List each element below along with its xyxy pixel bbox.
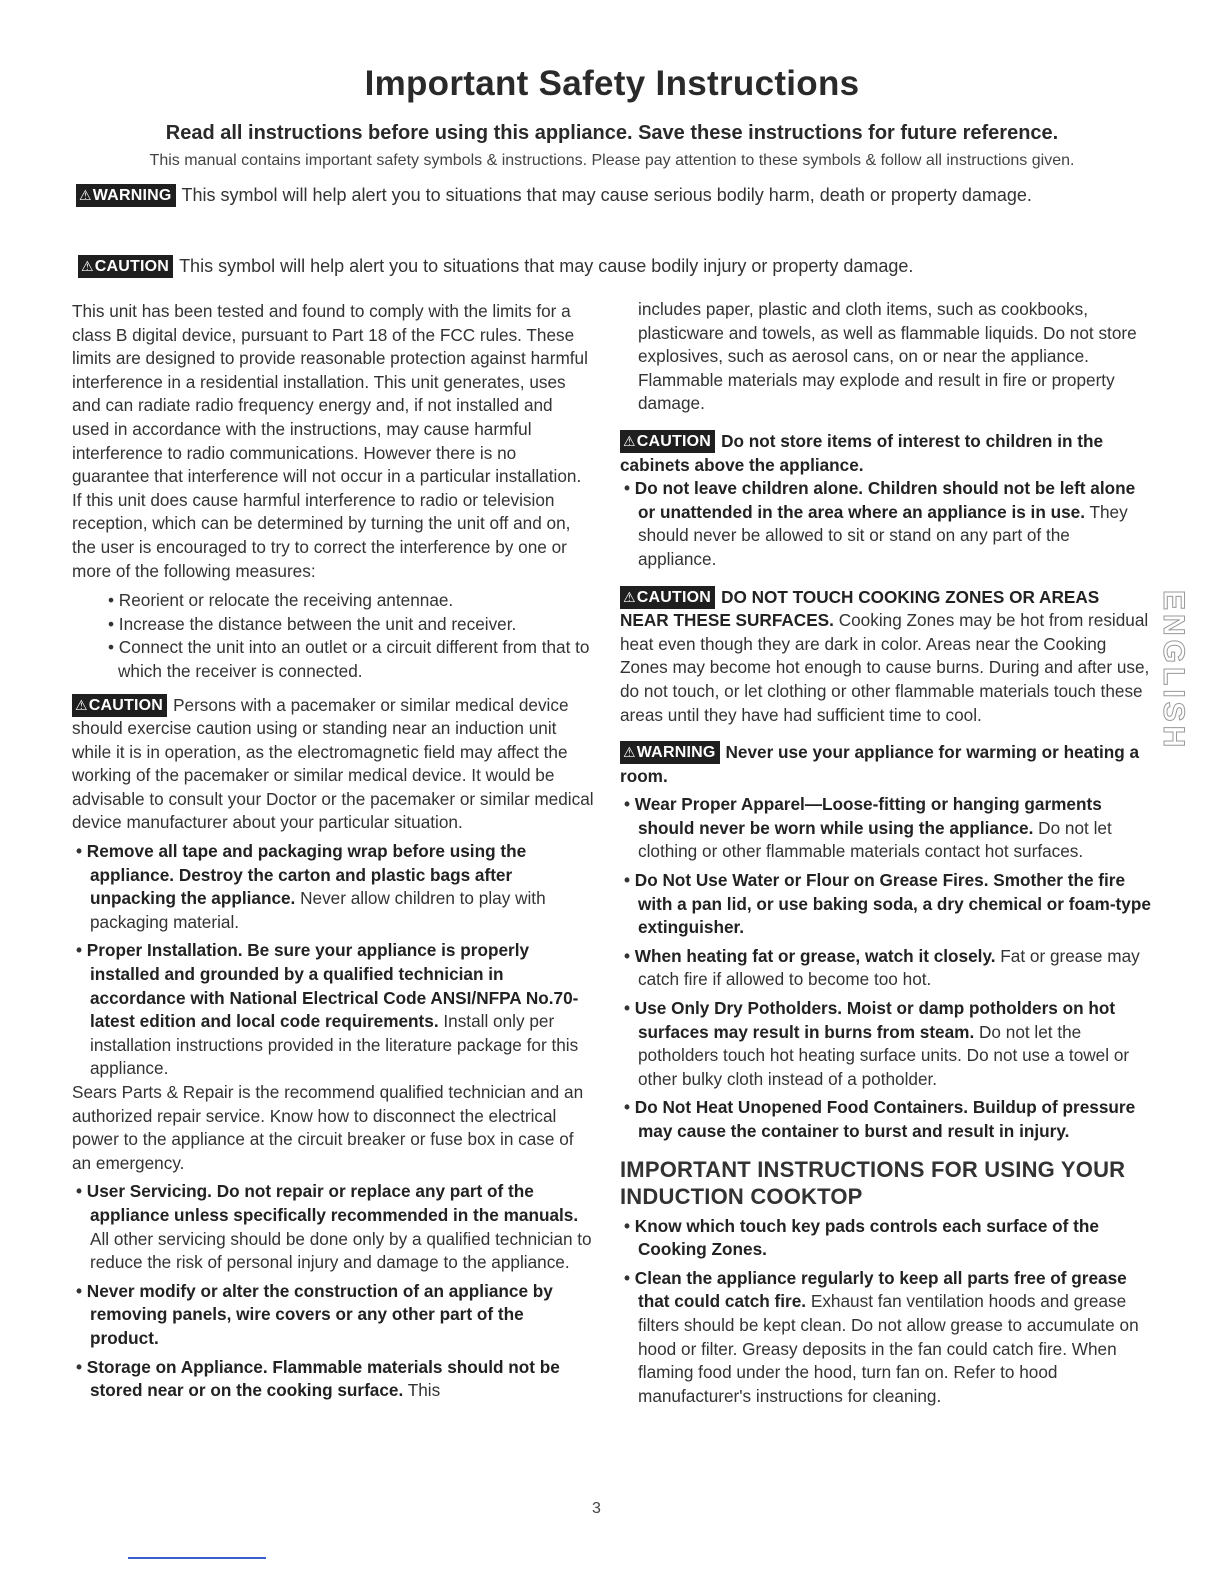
interference-measures-list bbox=[106, 589, 594, 683]
list-item bbox=[72, 939, 594, 1081]
list-item bbox=[620, 997, 1152, 1091]
bullet-heading: Storage on Appliance. Flammable materials should not be stored near or on the cooking surface. bbox=[86, 1356, 560, 1401]
warning-badge-label: WARNING bbox=[92, 187, 172, 204]
caution-heading: DO NOT TOUCH COOKING ZONES OR AREAS NEAR THESE SURFACES. bbox=[620, 586, 1100, 631]
warning-triangle-icon: ⚠ bbox=[623, 744, 636, 761]
caution-badge-label: CAUTION bbox=[636, 432, 712, 450]
list-item: • Increase the distance between the unit and receiver. bbox=[106, 613, 594, 637]
list-item: • Reorient or relocate the receiving antennae. bbox=[106, 589, 594, 613]
bullet-text: This bbox=[403, 1380, 441, 1401]
induction-list bbox=[620, 1215, 1152, 1409]
page-title: Important Safety Instructions bbox=[364, 64, 860, 103]
footer-rule bbox=[128, 1557, 266, 1559]
bullet-heading: When heating fat or grease, watch it closely. bbox=[634, 945, 996, 966]
page-number: 3 bbox=[592, 1500, 601, 1517]
pacemaker-text: Persons with a pacemaker or similar medical device should exercise caution using or standing near an induction unit while it is in operation, as the electromagnetic field may affect the working of the pacemaker or similar medical device. It would be advisable to consult your Doctor or the pacemaker or similar medical device manufacturer about your particular situation. bbox=[72, 694, 594, 833]
caution-badge bbox=[620, 430, 715, 453]
list-item bbox=[620, 1267, 1152, 1409]
warning-symbol-text: This symbol will help alert you to situations that may cause serious bodily harm, death or property damage. bbox=[181, 185, 1032, 205]
bullet-text: Never allow children to play with packaging material. bbox=[90, 888, 546, 932]
warning-heading: Never use your appliance for warming or heating a room. bbox=[620, 742, 1140, 786]
warning-symbol-line bbox=[76, 184, 1032, 207]
list-item bbox=[620, 1215, 1152, 1262]
right-safety-list bbox=[620, 793, 1152, 1143]
caution-heading: Do not store items of interest to children in the cabinets above the appliance. bbox=[620, 430, 1104, 475]
bullet-heading: Do Not Use Water or Flour on Grease Fires. Smother the fire with a pan lid, or use baking soda, a dry chemical or foam-type extinguisher. bbox=[634, 870, 1151, 938]
bullet-text: Do not let the potholders touch hot heating surface units. Do not use a towel or other bulky cloth instead of a potholder. bbox=[638, 1021, 1130, 1089]
caution-symbol-line bbox=[78, 255, 913, 278]
intro-note: This manual contains important safety symbols & instructions. Please pay attention to these symbols & follow all instructions given. bbox=[149, 152, 1075, 169]
page-subtitle: Read all instructions before using this appliance. Save these instructions for future reference. bbox=[165, 122, 1059, 144]
caution-triangle-icon: ⚠ bbox=[623, 588, 636, 605]
fcc-paragraph: This unit has been tested and found to comply with the limits for a class B digital device, pursuant to Part 18 of the FCC rules. These limits are designed to provide reasonable protection against harmful interference in a residential installation. This unit generates, uses and can radiate radio frequency energy and, if not installed and used in accordance with the instructions, may cause harmful interference to radio communications. However there is no guarantee that interference will not occur in a particular installation. If this unit does cause harmful interference to radio or television reception, which can be determined by turning the unit off and on, the user is encouraged to try to correct the interference by one or more of the following measures: bbox=[72, 301, 588, 581]
list-item bbox=[620, 945, 1152, 992]
list-item bbox=[620, 793, 1152, 864]
bullet-heading: User Servicing. Do not repair or replace any part of the appliance unless specifically recommended in the manuals. bbox=[86, 1181, 579, 1225]
warning-badge bbox=[76, 184, 176, 207]
bullet-text: Exhaust fan ventilation hoods and grease filters should be kept clean. Do not allow grease to accumulate on hood or filter. Greasy deposits in the fan could catch fire. When flaming food under the hood, turn fan on. Refer to hood manufacturer's instructions for cleaning. bbox=[638, 1291, 1139, 1406]
children-list bbox=[620, 477, 1152, 571]
list-item bbox=[620, 477, 1152, 571]
list-item bbox=[620, 1096, 1152, 1143]
bullet-text: Fat or grease may catch fire if allowed to become too hot. bbox=[638, 945, 1140, 990]
caution-triangle-icon: ⚠ bbox=[81, 258, 94, 274]
bullet-heading: Remove all tape and packaging wrap before using the appliance. Destroy the carton and plastic bags after unpacking the appliance. bbox=[86, 841, 527, 909]
left-column bbox=[72, 300, 594, 1403]
bullet-heading: Wear Proper Apparel—Loose-fitting or hanging garments should never be worn while using the appliance. bbox=[634, 794, 1102, 838]
bullet-text: Install only per installation instructions provided in the literature package for this appliance. bbox=[90, 1011, 579, 1079]
bullet-text: Do not let clothing or other flammable materials contact hot surfaces. bbox=[638, 817, 1112, 862]
right-column bbox=[620, 298, 1152, 1408]
left-safety-list bbox=[72, 840, 594, 1081]
warming-warning bbox=[620, 741, 1152, 788]
list-item bbox=[620, 869, 1152, 940]
warning-triangle-icon: ⚠ bbox=[79, 187, 92, 203]
list-item bbox=[72, 1180, 594, 1274]
caution-badge bbox=[78, 255, 173, 278]
sears-paragraph: Sears Parts & Repair is the recommend qualified technician and an authorized repair service. Know how to disconnect the electrical power to the appliance at the circuit breaker or fuse box in case of an emergency. bbox=[72, 1082, 584, 1173]
children-caution bbox=[620, 430, 1152, 477]
warning-badge bbox=[620, 741, 720, 764]
caution-symbol-text: This symbol will help alert you to situations that may cause bodily injury or property damage. bbox=[179, 256, 914, 276]
list-item bbox=[72, 840, 594, 934]
caution-badge bbox=[72, 694, 167, 717]
bullet-heading: Clean the appliance regularly to keep all parts free of grease that could catch fire. bbox=[634, 1267, 1127, 1312]
side-tab-label: ENGLISH bbox=[1157, 590, 1190, 752]
list-item bbox=[72, 1356, 594, 1403]
caution-triangle-icon: ⚠ bbox=[623, 432, 636, 449]
bullet-heading: Never modify or alter the construction of an appliance by removing panels, wire covers or any other part of the product. bbox=[86, 1280, 553, 1348]
cooking-zones-caution bbox=[620, 586, 1152, 728]
warning-badge-label: WARNING bbox=[636, 744, 716, 762]
language-side-tab bbox=[1150, 590, 1200, 752]
bullet-text: They should never be allowed to sit or stand on any part of the appliance. bbox=[638, 501, 1128, 569]
bullet-heading: Do not leave children alone. Children should not be left alone or unattended in the area where an appliance is in use. bbox=[634, 478, 1136, 522]
bullet-heading: Know which touch key pads controls each surface of the Cooking Zones. bbox=[634, 1215, 1099, 1260]
bullet-heading: Do Not Heat Unopened Food Containers. Buildup of pressure may cause the container to burst and result in injury. bbox=[634, 1097, 1136, 1141]
list-item bbox=[72, 1280, 594, 1351]
induction-heading: IMPORTANT INSTRUCTIONS FOR USING YOUR INDUCTION COOKTOP bbox=[620, 1156, 1126, 1209]
caution-triangle-icon: ⚠ bbox=[75, 696, 88, 713]
caution-badge bbox=[620, 586, 715, 609]
list-item: • Connect the unit into an outlet or a circuit different from that to which the receiver is connected. bbox=[106, 636, 594, 683]
bullet-heading: Use Only Dry Potholders. Moist or damp potholders on hot surfaces may result in burns from steam. bbox=[634, 998, 1116, 1042]
storage-continued: includes paper, plastic and cloth items, such as cookbooks, plasticware and towels, as well as flammable liquids. Do not store explosives, such as aerosol cans, on or near the appliance. Flammable materials may explode and result in fire or property damage. bbox=[638, 299, 1137, 414]
pacemaker-paragraph bbox=[72, 694, 594, 836]
bullet-heading: Proper Installation. Be sure your appliance is properly installed and grounded by a qualified technician in accordance with National Electrical Code ANSI/NFPA No.70-latest edition and local code requirements. bbox=[86, 940, 579, 1032]
left-safety-list-2 bbox=[72, 1180, 594, 1402]
caution-badge-label: CAUTION bbox=[636, 588, 712, 606]
caution-badge-label: CAUTION bbox=[94, 258, 170, 275]
bullet-text: All other servicing should be done only by a qualified technician to reduce the risk of personal injury and damage to the appliance. bbox=[90, 1228, 592, 1273]
caution-text: Cooking Zones may be hot from residual heat even though they are dark in color. Areas near the Cooking Zones may become hot enough to cause burns. During and after use, do not touch, or let clothing or other flammable materials touch these areas until they have had sufficient time to cool. bbox=[620, 610, 1150, 725]
caution-badge-label: CAUTION bbox=[88, 696, 164, 714]
